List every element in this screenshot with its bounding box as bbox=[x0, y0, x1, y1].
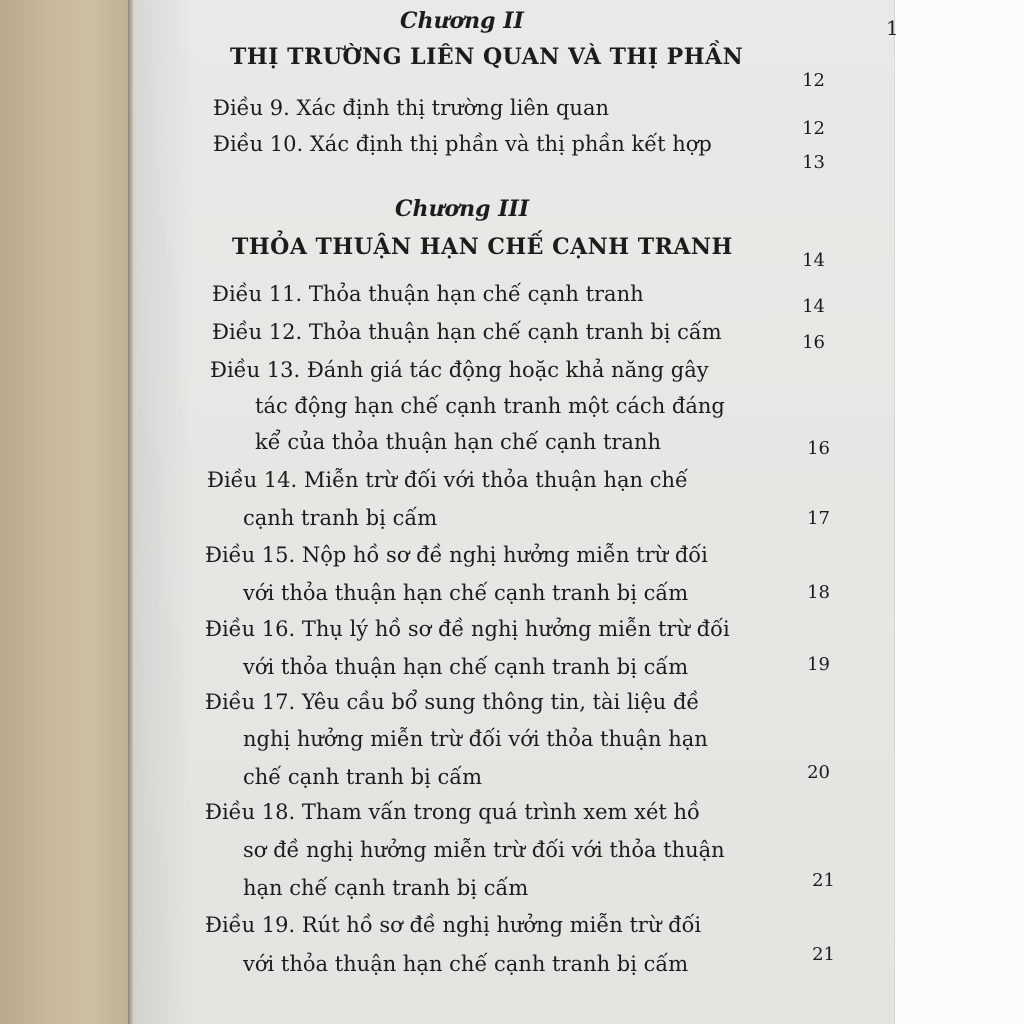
toc-entry-line: với thỏa thuận hạn chế cạnh tranh bị cấm bbox=[243, 581, 689, 605]
page-number: 16 bbox=[802, 332, 825, 353]
toc-entry-line: Điều 18. Tham vấn trong quá trình xem xét hồ bbox=[205, 800, 700, 824]
chapter-label: Chương II bbox=[400, 8, 524, 34]
page-number: 18 bbox=[807, 582, 830, 603]
chapter-title: THỎA THUẬN HẠN CHẾ CẠNH TRANH bbox=[232, 234, 733, 260]
page-number: 21 bbox=[812, 944, 835, 965]
toc-entry-line: Điều 11. Thỏa thuận hạn chế cạnh tranh bbox=[212, 282, 644, 306]
toc-entry-line: Điều 17. Yêu cầu bổ sung thông tin, tài liệu đề bbox=[205, 690, 700, 714]
page-number: 14 bbox=[802, 296, 825, 317]
chapter-label: Chương III bbox=[395, 196, 530, 222]
toc-entry-line: với thỏa thuận hạn chế cạnh tranh bị cấm bbox=[243, 655, 689, 679]
page-number: 14 bbox=[802, 250, 825, 271]
page-number: 16 bbox=[807, 438, 830, 459]
edge-page-fragment: 1 bbox=[886, 16, 899, 40]
toc-entry-line: cạnh tranh bị cấm bbox=[243, 506, 438, 530]
toc-entry-line: nghị hưởng miễn trừ đối với thỏa thuận hạn bbox=[243, 727, 708, 751]
toc-entry-line: chế cạnh tranh bị cấm bbox=[243, 765, 482, 789]
toc-entry-line: hạn chế cạnh tranh bị cấm bbox=[243, 876, 529, 900]
page-number: 12 bbox=[802, 70, 825, 91]
page-number: 17 bbox=[807, 508, 830, 529]
page-number: 19 bbox=[807, 654, 830, 675]
toc-entry-line: Điều 16. Thụ lý hồ sơ đề nghị hưởng miễn trừ đối bbox=[205, 617, 730, 641]
page-number: 20 bbox=[807, 762, 830, 783]
toc-entry-line: tác động hạn chế cạnh tranh một cách đáng bbox=[255, 394, 725, 418]
page-number: 21 bbox=[812, 870, 835, 891]
toc-entry-line: Điều 13. Đánh giá tác động hoặc khả năng gây bbox=[210, 358, 709, 382]
toc-entry-line: Điều 9. Xác định thị trường liên quan bbox=[213, 96, 610, 120]
toc-entry-line: Điều 14. Miễn trừ đối với thỏa thuận hạn chế bbox=[207, 468, 688, 492]
toc-entry-line: Điều 19. Rút hồ sơ đề nghị hưởng miễn trừ đối bbox=[205, 913, 702, 937]
page-number: 12 bbox=[802, 118, 825, 139]
toc-entry-line: sơ đề nghị hưởng miễn trừ đối với thỏa thuận bbox=[243, 838, 725, 862]
toc-entry-line: Điều 10. Xác định thị phần và thị phần kết hợp bbox=[213, 132, 712, 156]
toc-entry-line: Điều 15. Nộp hồ sơ đề nghị hưởng miễn trừ đối bbox=[205, 543, 708, 567]
page-number: 13 bbox=[802, 152, 825, 173]
toc-entry-line: kể của thỏa thuận hạn chế cạnh tranh bbox=[255, 430, 661, 454]
chapter-title: THỊ TRƯỜNG LIÊN QUAN VÀ THỊ PHẦN bbox=[230, 44, 744, 70]
toc-entry-line: Điều 12. Thỏa thuận hạn chế cạnh tranh bị cấm bbox=[212, 320, 722, 344]
toc-entry-line: với thỏa thuận hạn chế cạnh tranh bị cấm bbox=[243, 952, 689, 976]
